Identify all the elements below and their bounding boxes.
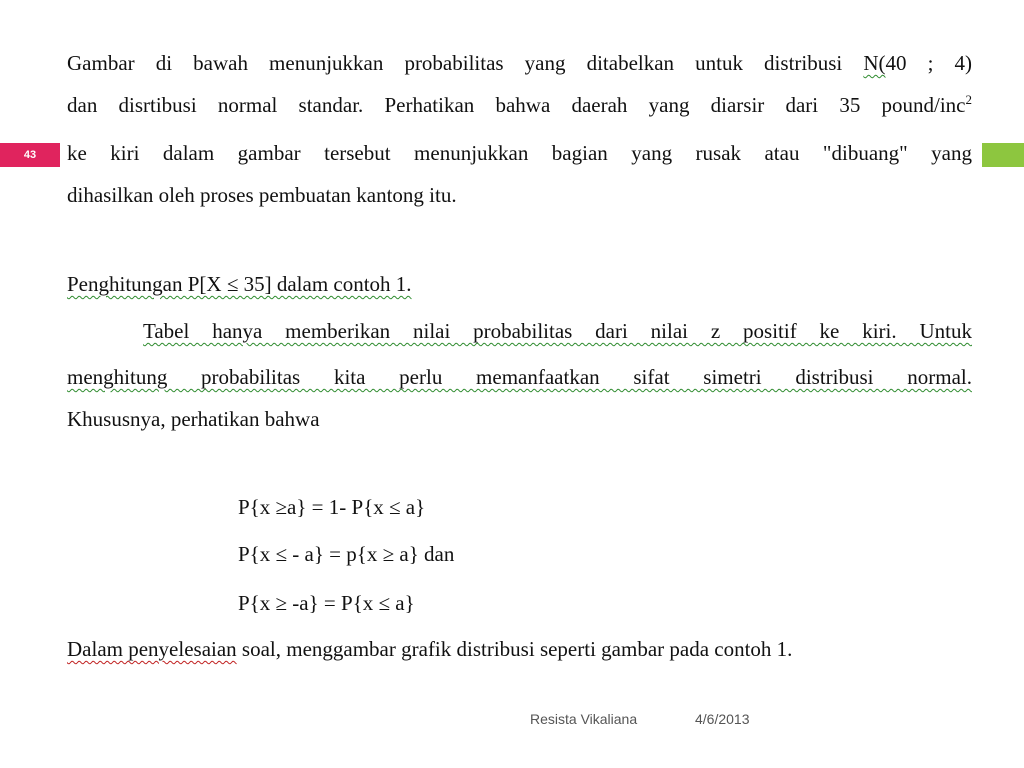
closing-line: Dalam penyelesaian soal, menggambar grafik distribusi seperti gambar pada contoh 1. bbox=[67, 637, 793, 661]
section-heading: Penghitungan P[X ≤ 35] dalam contoh 1. bbox=[67, 272, 412, 296]
para1-line4: dihasilkan oleh proses pembuatan kantong itu. bbox=[67, 183, 457, 207]
para2-line1: Tabel hanya memberikan nilai probabilitas dari nilai z positif ke kiri. Untuk bbox=[143, 319, 972, 343]
para1-line2: dan disrtibusi normal standar. Perhatikan bahwa daerah yang diarsir dari 35 pound/inc$^2$ bbox=[67, 92, 972, 117]
slide-number: 43 bbox=[23, 149, 37, 161]
para2-line2: menghitung probabilitas kita perlu memanfaatkan sifat simetri distribusi normal. bbox=[67, 365, 972, 389]
formula-3: P{x ≥ -a} = P{x ≤ a} bbox=[238, 591, 415, 615]
formula-2: P{x ≤ - a} = p{x ≥ a} dan bbox=[238, 542, 455, 566]
footer-date: 4/6/2013 bbox=[695, 711, 750, 727]
squiggle-word: N( bbox=[863, 51, 886, 75]
para1-line1: Gambar di bawah menunjukkan probabilitas yang ditabelkan untuk distribusi N(40 ; 4) bbox=[67, 51, 973, 75]
slide-number-badge bbox=[0, 143, 60, 167]
para2-line3: Khususnya, perhatikan bahwa bbox=[67, 407, 320, 431]
formula-1: P{x ≥a} = 1- P{x ≤ a} bbox=[238, 495, 426, 519]
footer-author: Resista Vikaliana bbox=[530, 711, 638, 727]
para1-line3: ke kiri dalam gambar tersebut menunjukkan bagian yang rusak atau "dibuang" yang bbox=[67, 141, 972, 165]
accent-bar bbox=[982, 143, 1024, 167]
